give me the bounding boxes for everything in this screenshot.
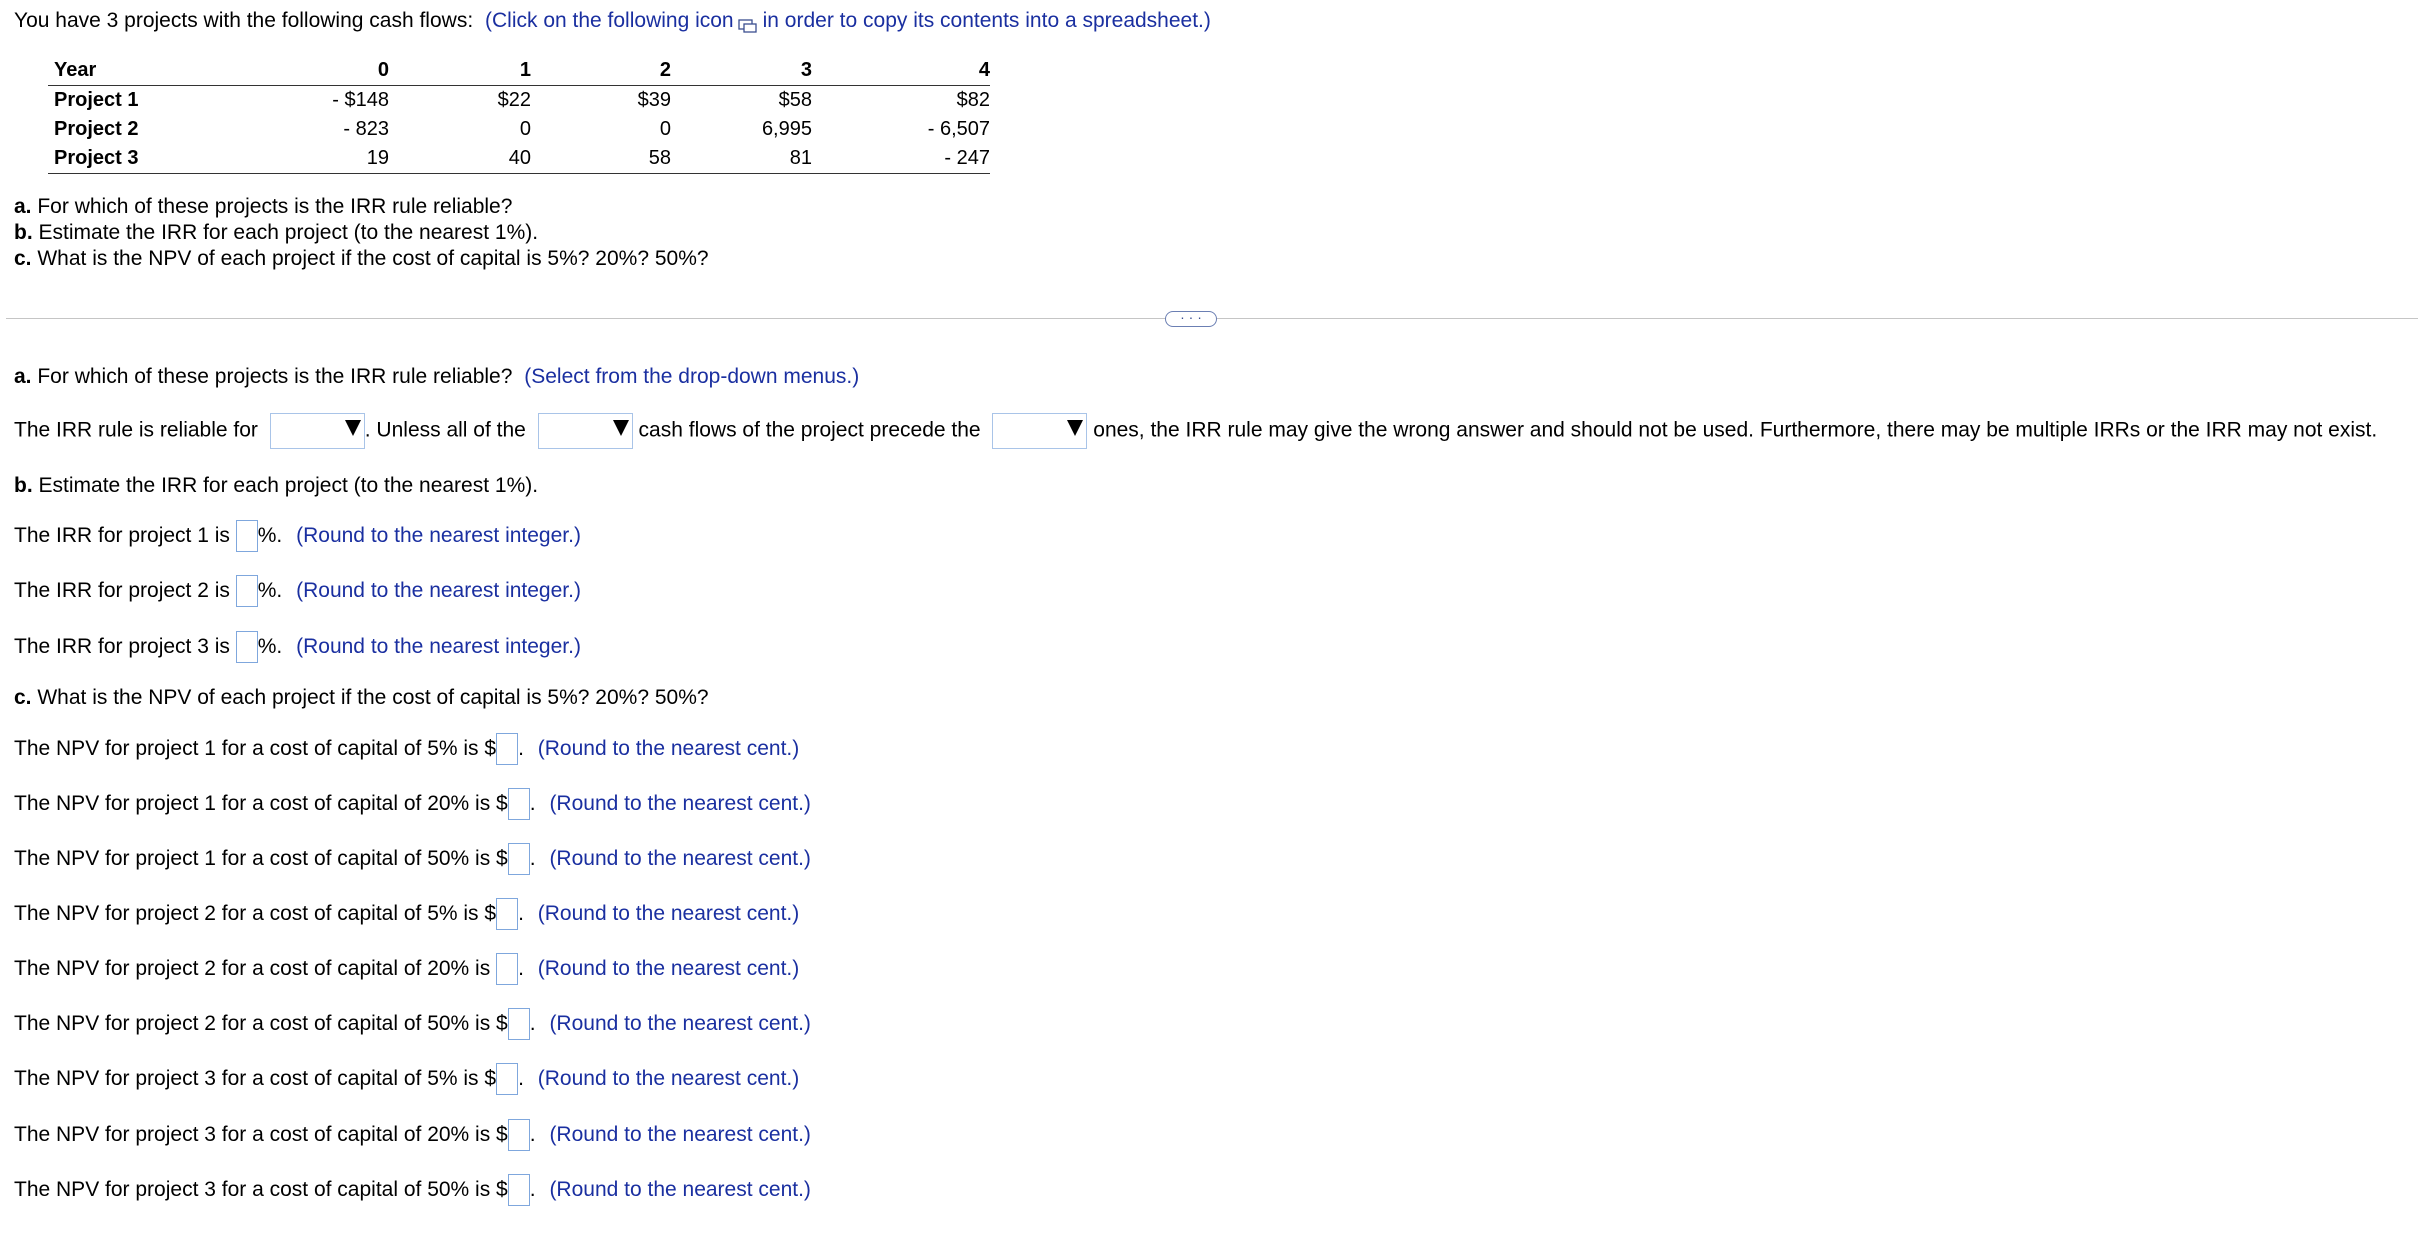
irr-suffix: %. [257, 524, 283, 547]
table-cell: 0 [659, 118, 671, 140]
table-cell: - $148 [332, 89, 389, 111]
row-label: Project 3 [54, 147, 139, 169]
npv-row [14, 842, 811, 876]
npv-prefix: The NPV for project 1 for a cost of capital of 50% is $ [14, 847, 508, 870]
irr-suffix: %. [257, 635, 283, 658]
npv-suffix: . [518, 1067, 524, 1090]
npv-row [14, 952, 799, 986]
npv-suffix: . [518, 737, 524, 760]
npv-suffix: . [529, 1123, 536, 1146]
part-a-text-1: The IRR rule is reliable for [14, 418, 258, 442]
npv-prefix: The NPV for project 3 for a cost of capital of 5% is $ [14, 1067, 497, 1090]
npv-p2-20pct-input[interactable] [496, 953, 518, 985]
npv-p1-20pct-input[interactable] [508, 788, 530, 820]
npv-p1-50pct-input[interactable] [508, 843, 530, 875]
npv-hint: (Round to the nearest cent.) [549, 847, 811, 870]
npv-p1-5pct-input[interactable] [496, 733, 518, 765]
cash-flow-sign-dropdown[interactable] [538, 413, 633, 449]
copy-hint-pre: (Click on the following icon [485, 9, 734, 32]
table-cell: - 247 [944, 147, 990, 169]
npv-hint: (Round to the nearest cent.) [537, 902, 800, 925]
part-c-question: What is the NPV of each project if the cost of capital is 5%? 20%? 50%? [37, 686, 709, 709]
npv-p2-50pct-input[interactable] [508, 1008, 530, 1040]
table-row [48, 86, 990, 116]
row-label: Project 2 [54, 118, 139, 140]
part-a-label: a. [14, 365, 32, 388]
table-row [48, 115, 990, 144]
table-cell: 6,995 [761, 118, 812, 140]
copy-spreadsheet-icon[interactable] [738, 14, 757, 28]
npv-suffix: . [529, 1178, 536, 1201]
question-label: c. [14, 247, 32, 270]
irr-hint: (Round to the nearest integer.) [296, 524, 581, 547]
part-b-label: b. [14, 474, 33, 497]
part-a-text-2: . Unless all of the [364, 418, 526, 442]
irr-row [14, 519, 581, 553]
table-cell: - 6,507 [927, 118, 990, 140]
question-c [14, 246, 709, 272]
npv-row [14, 787, 811, 821]
dropdown-arrow-icon [345, 420, 361, 436]
table-cell: 19 [366, 147, 389, 169]
table-cell: 58 [648, 147, 671, 169]
npv-row [14, 1062, 799, 1096]
copy-hint-post: in order to copy its contents into a spreadsheet.) [762, 9, 1211, 32]
part-a-heading [14, 364, 859, 390]
dropdown-arrow-icon [613, 420, 629, 436]
table-cell: - 823 [343, 118, 389, 140]
npv-prefix: The NPV for project 1 for a cost of capital of 20% is $ [14, 792, 508, 815]
irr-row [14, 630, 581, 664]
npv-row [14, 897, 799, 931]
irr-row [14, 574, 581, 608]
irr-hint: (Round to the nearest integer.) [296, 635, 581, 658]
table-cell: 0 [519, 118, 531, 140]
npv-row [14, 1173, 811, 1207]
npv-hint: (Round to the nearest cent.) [549, 792, 811, 815]
npv-hint: (Round to the nearest cent.) [537, 957, 800, 980]
question-label: b. [14, 221, 33, 244]
table-row [48, 144, 990, 174]
npv-hint: (Round to the nearest cent.) [537, 737, 800, 760]
question-text: Estimate the IRR for each project (to the nearest 1%). [38, 221, 539, 244]
table-header-row [48, 56, 990, 86]
part-b-heading [14, 473, 538, 499]
part-a-text-4: ones, the IRR rule may give the wrong answer and should not be used. Furthermore, there may be multiple IRRs or the IRR may not exist. [1093, 418, 2378, 442]
npv-row [14, 1118, 811, 1152]
table-cell: 81 [789, 147, 812, 169]
npv-hint: (Round to the nearest cent.) [549, 1178, 811, 1201]
intro-line [14, 8, 1211, 34]
part-a-sentence [14, 413, 2377, 449]
irr-project-2-input[interactable] [236, 575, 258, 607]
npv-p2-5pct-input[interactable] [496, 898, 518, 930]
irr-suffix: %. [257, 579, 283, 602]
table-cell: $39 [637, 89, 671, 111]
question-text: What is the NPV of each project if the cost of capital is 5%? 20%? 50%? [37, 247, 709, 270]
irr-hint: (Round to the nearest integer.) [296, 579, 581, 602]
table-cell: $82 [956, 89, 990, 111]
table-cell: 40 [508, 147, 531, 169]
irr-prefix: The IRR for project 1 is [14, 524, 230, 547]
npv-prefix: The NPV for project 2 for a cost of capital of 5% is $ [14, 902, 497, 925]
question-text: For which of these projects is the IRR rule reliable? [37, 195, 513, 218]
reliable-projects-dropdown[interactable] [270, 413, 365, 449]
part-a-question: For which of these projects is the IRR rule reliable? [37, 365, 513, 388]
npv-row [14, 732, 799, 766]
table-header-cell: 3 [800, 59, 812, 81]
cash-flow-table [48, 56, 990, 174]
question-label: a. [14, 195, 32, 218]
npv-p3-5pct-input[interactable] [496, 1063, 518, 1095]
table-header-cell: 0 [377, 59, 389, 81]
npv-hint: (Round to the nearest cent.) [537, 1067, 800, 1090]
table-header-cell: 1 [519, 59, 531, 81]
irr-prefix: The IRR for project 3 is [14, 635, 230, 658]
npv-suffix: . [518, 902, 524, 925]
table-header-cell: Year [54, 59, 97, 81]
table-header-cell: 2 [659, 59, 671, 81]
row-label: Project 1 [54, 89, 139, 111]
part-b-question: Estimate the IRR for each project (to the nearest 1%). [38, 474, 539, 497]
intro-text: You have 3 projects with the following cash flows: [14, 9, 474, 32]
part-a-hint: (Select from the drop-down menus.) [524, 365, 860, 388]
npv-prefix: The NPV for project 3 for a cost of capital of 20% is $ [14, 1123, 508, 1146]
expand-more-button[interactable]: · · · [1165, 311, 1217, 327]
npv-suffix: . [529, 847, 536, 870]
npv-p3-50pct-input[interactable] [508, 1174, 530, 1206]
irr-project-3-input[interactable] [236, 631, 258, 663]
npv-suffix: . [518, 957, 524, 980]
npv-hint: (Round to the nearest cent.) [549, 1123, 811, 1146]
table-header-cell: 4 [978, 59, 990, 81]
part-c-heading [14, 685, 709, 711]
npv-prefix: The NPV for project 3 for a cost of capital of 50% is $ [14, 1178, 508, 1201]
part-a-text-3: cash flows of the project precede the [638, 418, 981, 442]
irr-prefix: The IRR for project 2 is [14, 579, 230, 602]
npv-suffix: . [529, 1012, 536, 1035]
question-b [14, 220, 538, 246]
npv-prefix: The NPV for project 2 for a cost of capital of 20% is [14, 957, 491, 980]
npv-prefix: The NPV for project 2 for a cost of capital of 50% is $ [14, 1012, 508, 1035]
irr-project-1-input[interactable] [236, 520, 258, 552]
table-cell: $58 [778, 89, 812, 111]
npv-row [14, 1007, 811, 1041]
question-a [14, 194, 512, 220]
npv-hint: (Round to the nearest cent.) [549, 1012, 811, 1035]
cash-flow-order-dropdown[interactable] [992, 413, 1087, 449]
table-cell: $22 [497, 89, 531, 111]
npv-p3-20pct-input[interactable] [508, 1119, 530, 1151]
npv-prefix: The NPV for project 1 for a cost of capital of 5% is $ [14, 737, 497, 760]
npv-suffix: . [529, 792, 536, 815]
part-c-label: c. [14, 686, 32, 709]
dropdown-arrow-icon [1067, 420, 1083, 436]
